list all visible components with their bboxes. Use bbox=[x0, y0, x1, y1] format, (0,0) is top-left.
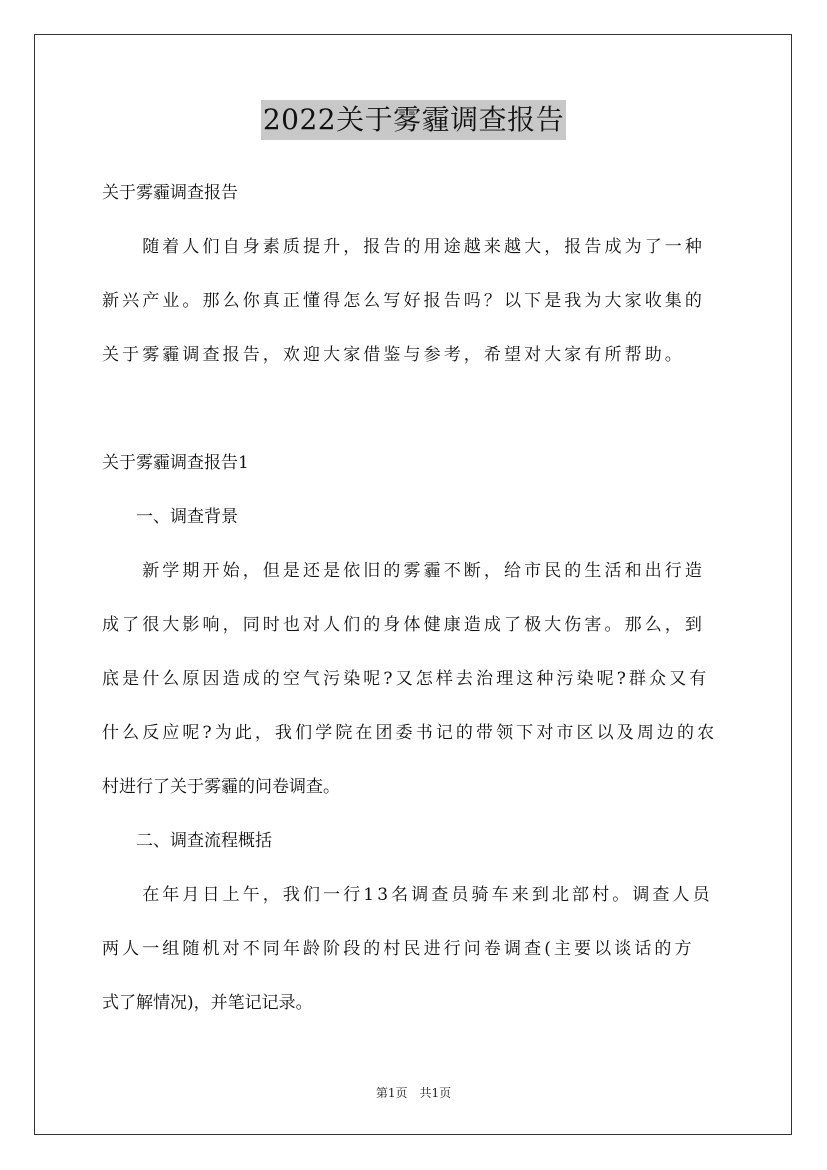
paragraph-line: 什么反应呢?为此，我们学院在团委书记的带领下对市区以及周边的农 bbox=[102, 723, 718, 743]
heading-process: 二、调查流程概括 bbox=[102, 831, 272, 851]
title-container bbox=[0, 100, 827, 140]
document-body bbox=[102, 177, 726, 1019]
paragraph-line: 成了很大影响，同时也对人们的身体健康造成了极大伤害。那么，到 bbox=[102, 615, 705, 635]
paragraph-line: 两人一组随机对不同年龄阶段的村民进行问卷调查(主要以谈话的方 bbox=[102, 939, 695, 959]
paragraph-line: 村进行了关于雾霾的问卷调查。 bbox=[102, 777, 340, 797]
paragraph-line: 新学期开始，但是还是依旧的雾霾不断，给市民的生活和出行造 bbox=[102, 561, 705, 581]
intro-line: 新兴产业。那么你真正懂得怎么写好报告吗？以下是我为大家收集的 bbox=[102, 291, 705, 311]
section-heading: 关于雾霾调查报告1 bbox=[102, 453, 249, 473]
page-footer: 第1页 共1页 bbox=[375, 1086, 452, 1100]
paragraph-line: 式了解情况)，并笔记记录。 bbox=[102, 993, 313, 1013]
paragraph-line: 在年月日上午，我们一行13名调查员骑车来到北部村。调查人员 bbox=[102, 885, 713, 905]
intro-line: 随着人们自身素质提升，报告的用途越来越大，报告成为了一种 bbox=[102, 237, 705, 257]
paragraph-line: 底是什么原因造成的空气污染呢?又怎样去治理这种污染呢?群众又有 bbox=[102, 669, 710, 689]
intro-line: 关于雾霾调查报告，欢迎大家借鉴与参考，希望对大家有所帮助。 bbox=[102, 345, 685, 365]
subtitle: 关于雾霾调查报告 bbox=[102, 183, 238, 203]
heading-background: 一、调查背景 bbox=[102, 507, 238, 527]
document-title: 2022关于雾霾调查报告 bbox=[261, 100, 566, 140]
